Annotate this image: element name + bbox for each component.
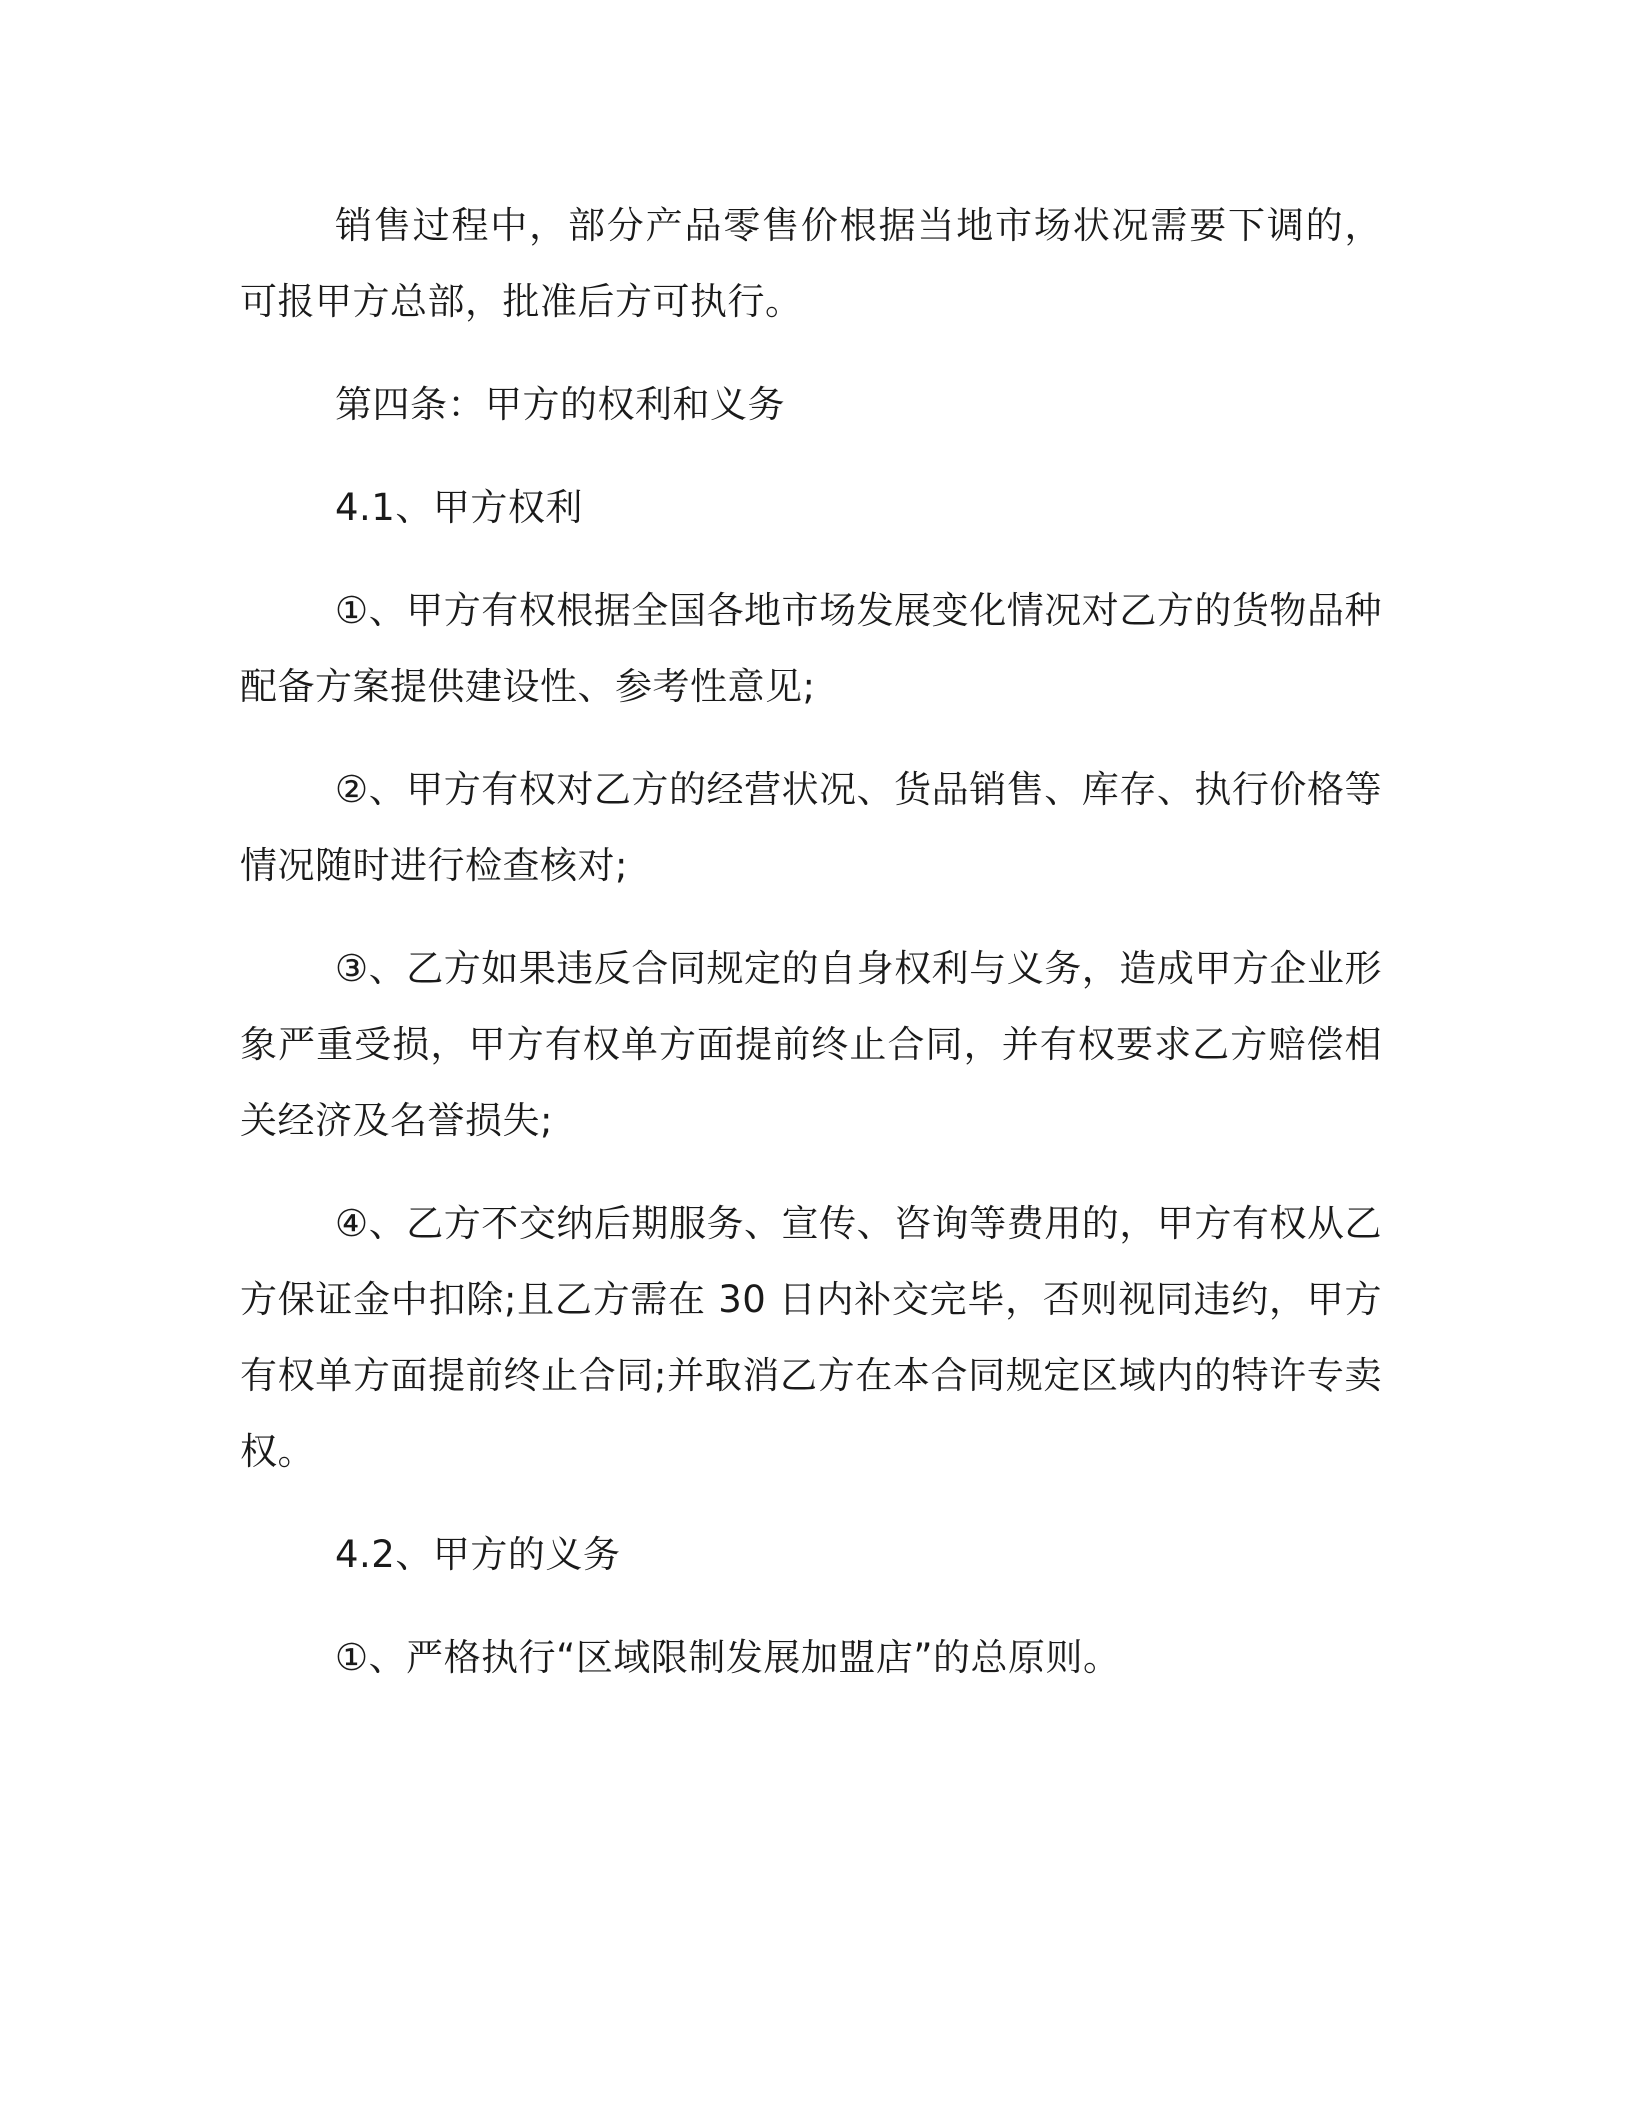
article-four-heading: 第四条：甲方的权利和义务 bbox=[335, 383, 785, 426]
section-4-2-heading: 4.2、甲方的义务 bbox=[335, 1533, 621, 1576]
paragraph-price-adjustment: 销售过程中，部分产品零售价根据当地市场状况需要下调的，可报甲方总部，批准后方可执行。 bbox=[240, 204, 1382, 323]
right-item-4: ④、乙方不交纳后期服务、宣传、咨询等费用的，甲方有权从乙方保证金中扣除;且乙方需在 30 日内补交完毕，否则视同违约，甲方有权单方面提前终止合同;并取消乙方在本合同规定区域内的特许专卖权。 bbox=[240, 1202, 1382, 1473]
section-4-1-heading: 4.1、甲方权利 bbox=[335, 486, 583, 529]
right-item-3: ③、乙方如果违反合同规定的自身权利与义务，造成甲方企业形象严重受损，甲方有权单方面提前终止合同，并有权要求乙方赔偿相关经济及名誉损失; bbox=[240, 947, 1382, 1142]
right-item-2: ②、甲方有权对乙方的经营状况、货品销售、库存、执行价格等情况随时进行检查核对; bbox=[240, 768, 1382, 887]
document-body bbox=[240, 188, 1382, 1723]
right-item-1: ①、甲方有权根据全国各地市场发展变化情况对乙方的货物品种配备方案提供建设性、参考性意见; bbox=[240, 589, 1382, 708]
obligation-item-1: ①、严格执行“区域限制发展加盟店”的总原则。 bbox=[335, 1636, 1121, 1679]
